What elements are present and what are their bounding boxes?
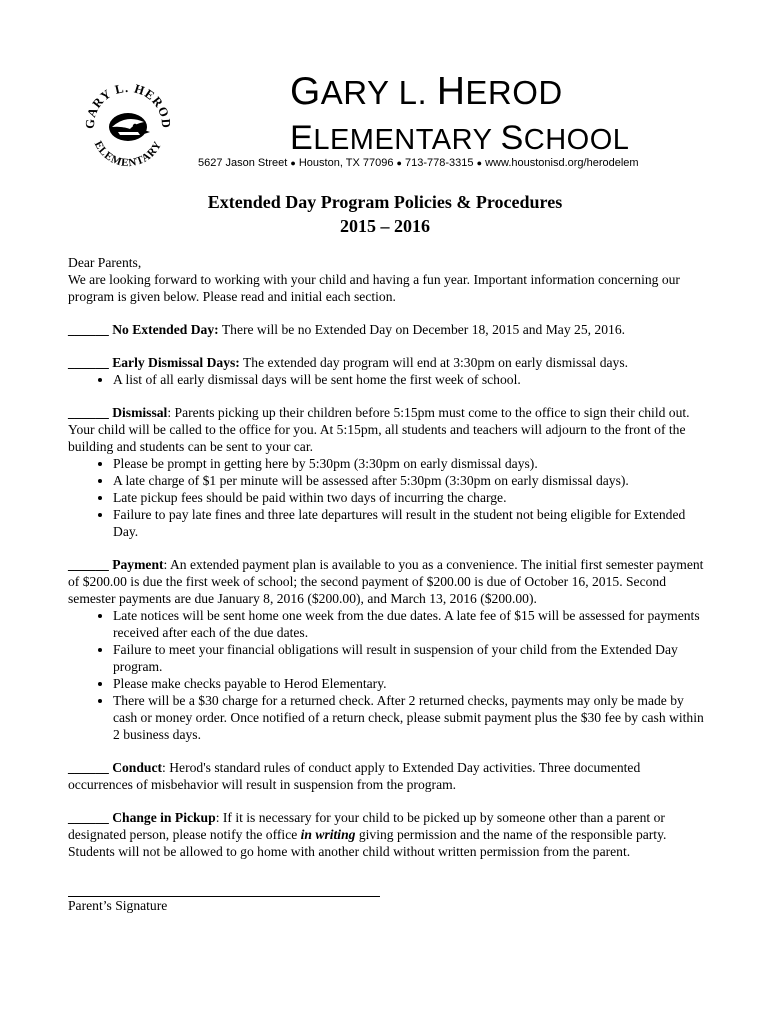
initial-blank: ______ — [68, 355, 109, 370]
signature-line[interactable] — [68, 884, 380, 897]
section-no-extended-day — [68, 321, 708, 338]
early-dismissal-list — [68, 371, 708, 388]
logo-text-top: GARY L. HEROD — [82, 80, 174, 130]
eagle-head-icon — [109, 113, 150, 141]
school-year: 2015 – 2016 — [340, 216, 430, 236]
school-logo — [78, 74, 178, 174]
section-heading: Change in Pickup — [112, 810, 216, 825]
list-item: • A late charge of $1 per minute will be assessed after 5:30pm (3:30pm on early dismissal days). — [113, 472, 708, 489]
list-item: • Late pickup fees should be paid within two days of incurring the charge. — [113, 489, 708, 506]
section-text: : An extended payment plan is available to you as a convenience. The initial first semester payment of $200.00 is due the first week of school; the second payment of $200.00 is due of October 16, 2015. Second semester payments are due January 8, 2016 ($200.00), and March 13, 2016 ($200.00). — [68, 557, 704, 606]
school-type: ELEMENTARY SCHOOL — [290, 119, 630, 157]
intro-paragraph: We are looking forward to working with your child and having a fun year. Important information concerning our program is given below. Please read and initial each section. — [68, 272, 680, 304]
section-payment — [68, 556, 708, 607]
document-body — [68, 254, 708, 860]
logo-text-bottom: ELEMENTARY — [91, 139, 165, 170]
section-early-dismissal — [68, 354, 708, 371]
section-heading: Conduct — [112, 760, 163, 775]
signature-block — [68, 884, 388, 914]
website-link[interactable]: www.houstonisd.org/herodelem — [485, 157, 639, 169]
initial-blank: ______ — [68, 322, 109, 337]
initial-blank: ______ — [68, 810, 109, 825]
bullet-dot-icon: ● — [290, 158, 296, 168]
initial-blank: ______ — [68, 760, 109, 775]
emphasis-text: in writing — [300, 827, 356, 842]
section-dismissal — [68, 404, 708, 455]
section-text: : If it is necessary for your child to be picked up by someone other than a parent or designated person, please notify the office — [68, 810, 665, 842]
list-item: • Please make checks payable to Herod Elementary. — [113, 675, 708, 692]
bullet-dot-icon: ● — [396, 158, 402, 168]
city-state: Houston, TX 77096 — [298, 157, 394, 169]
phone-number: 713-778-3315 — [405, 157, 474, 169]
list-item: • Failure to pay late fines and three late departures will result in the student not being eligible for Extended Day. — [113, 506, 708, 540]
list-item: • Failure to meet your financial obligations will result in suspension of your child from the Extended Day program. — [113, 641, 708, 675]
section-text: giving permission and the name of the responsible party. Students will not be allowed to go home with another child without written permission from the parent. — [68, 827, 667, 859]
section-text: The extended day program will end at 3:30pm on early dismissal days. — [239, 355, 629, 370]
initial-blank: ______ — [68, 405, 109, 420]
svg-text:ELEMENTARY — [92, 139, 165, 169]
list-item: • A list of all early dismissal days will be sent home the first week of school. — [113, 371, 708, 388]
section-conduct — [68, 759, 708, 793]
bullet-dot-icon: ● — [476, 158, 483, 168]
school-name: GARY L. HEROD — [290, 70, 563, 113]
signature-label: Parent’s Signature — [68, 898, 168, 913]
section-text: There will be no Extended Day on December 18, 2015 and May 25, 2016. — [218, 322, 626, 337]
section-text: : Parents picking up their children before 5:15pm must come to the office to sign their child out. Your child will be called to the office for you. At 5:15pm, all students and teachers will adjourn to the front of the building and students can be sent to your car. — [68, 405, 690, 454]
list-item: • Please be prompt in getting here by 5:30pm (3:30pm on early dismissal days). — [113, 455, 708, 472]
list-item: • Late notices will be sent home one week from the due dates. A late fee of $15 will be assessed for payments received after each of the due dates. — [113, 607, 708, 641]
contact-line — [198, 156, 678, 170]
section-text: : Herod's standard rules of conduct apply to Extended Day activities. Three documented occurrences of misbehavior will result in suspension from the program. — [68, 760, 641, 792]
payment-list — [68, 607, 708, 743]
initial-blank: ______ — [68, 557, 109, 572]
dismissal-list — [68, 455, 708, 540]
list-item: • There will be a $30 charge for a returned check. After 2 returned checks, payments may only be made by cash or money order. Once notified of a return check, please submit payment plus the $30 fee by cash within 2 business days. — [113, 692, 708, 743]
title-text: Extended Day Program Policies & Procedures — [207, 192, 563, 212]
document-title — [0, 190, 770, 238]
street-address: 5627 Jason Street — [198, 157, 288, 169]
salutation: Dear Parents, — [68, 255, 142, 270]
section-heading: Early Dismissal Days: — [112, 355, 240, 370]
section-heading: Payment — [112, 557, 164, 572]
section-change-in-pickup — [68, 809, 708, 860]
section-heading: Dismissal — [112, 405, 168, 420]
section-heading: No Extended Day: — [112, 322, 219, 337]
